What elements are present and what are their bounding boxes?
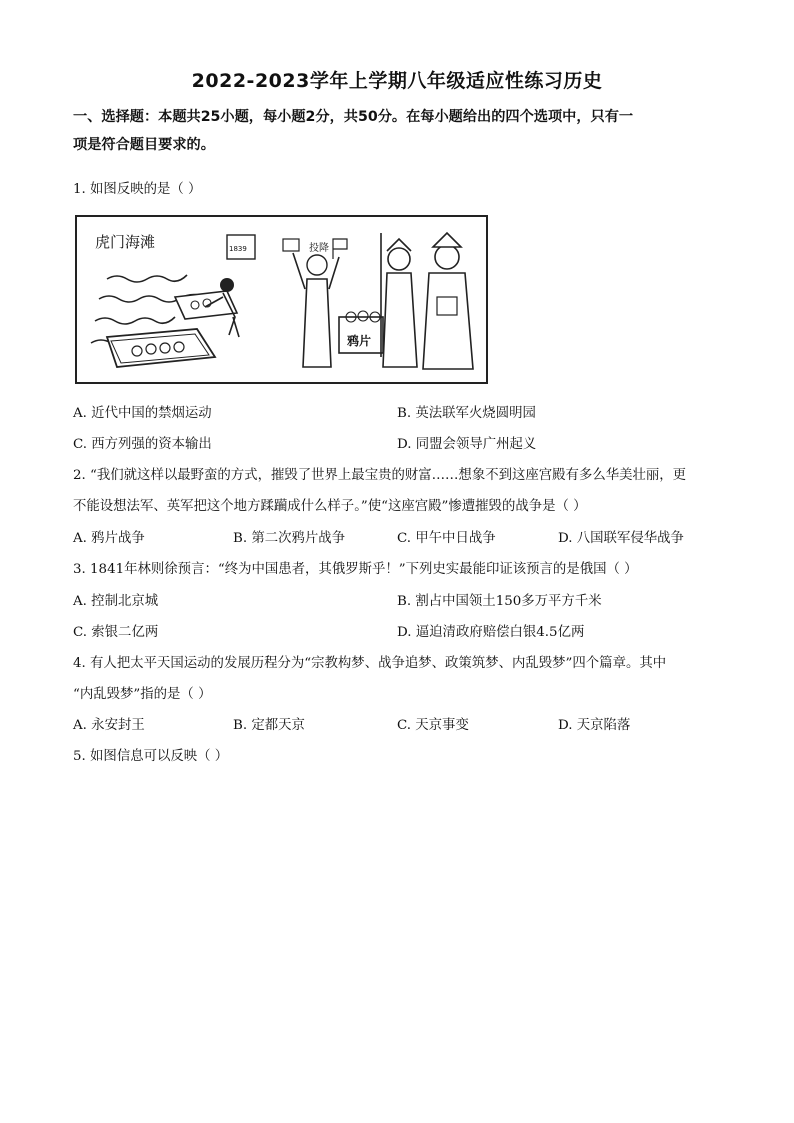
crate-label: 鸦片 [347,334,372,348]
q2-option-a[interactable]: A. 鸦片战争 [73,531,145,546]
cartoon-drawing [77,217,486,382]
page-title: 2022-2023学年上学期八年级适应性练习历史 [191,70,603,92]
section-heading-line-2: 项是符合题目要求的。 [73,137,215,153]
foreigner-body [293,253,339,367]
question-2-stem-line-2: 不能设想法军、英军把这个地方蹂躏成什么样子。”使“这座宫殿”惨遭摧毁的战争是（ ） [73,499,587,514]
curly-hair [307,255,327,275]
q4-option-a[interactable]: A. 永安封王 [73,718,145,733]
q4-option-d[interactable]: D. 天京陷落 [558,718,631,733]
official-robe [423,273,473,369]
question-1-stem: 1. 如图反映的是（ ） [73,182,202,197]
q3-option-d[interactable]: D. 逼迫清政府赔偿白银4.5亿两 [397,625,585,640]
soldier-body [383,273,417,367]
flag-icon [283,239,299,251]
q4-option-b[interactable]: B. 定都天京 [233,718,305,733]
caption-left: 虎门海滩 [95,233,156,251]
q3-option-a[interactable]: A. 控制北京城 [73,594,159,609]
wave-line [107,275,187,282]
q2-option-d[interactable]: D. 八国联军侵华战争 [558,531,684,546]
question-2-stem-line-1: 2. “我们就这样以最野蛮的方式，摧毁了世界上最宝贵的财富……想象不到这座宫殿有多么华美壮丽，更 [73,468,687,483]
pool-shape [175,291,237,319]
official-head [435,245,459,269]
official-hat [433,233,461,247]
question-3-stem: 3. 1841年林则徐预言：“终为中国患者，其俄罗斯乎！”下列史实最能印证该预言的是俄国（ ） [73,562,638,577]
q2-option-b[interactable]: B. 第二次鸦片战争 [233,531,346,546]
q4-option-c[interactable]: C. 天京事变 [397,718,469,733]
question-4-stem-line-1: 4. 有人把太平天国运动的发展历程分为“宗教构梦、战争追梦、政策筑梦、内乱毁梦”四个篇章。其中 [73,656,667,671]
section-heading [73,103,723,159]
question-5-stem: 5. 如图信息可以反映（ ） [73,749,229,764]
question-4-stem-line-2: “内乱毁梦”指的是（ ） [73,687,212,702]
soldier-hat [387,239,411,251]
q1-option-c[interactable]: C. 西方列强的资本输出 [73,437,212,452]
section-heading-line-1: 一、选择题：本题共25小题，每小题2分，共50分。在每小题给出的四个选项中，只有一 [73,109,634,125]
flag-icon [333,239,347,259]
calendar-year: 1839 [229,245,247,253]
soldier-head [388,248,410,270]
wave-line [95,317,175,324]
q1-option-d[interactable]: D. 同盟会领导广州起义 [397,437,537,452]
sign-text: 投降 [309,243,329,254]
q1-option-b[interactable]: B. 英法联军火烧圆明园 [397,406,536,421]
q3-option-c[interactable]: C. 索银二亿两 [73,625,159,640]
pool-shape [107,329,215,367]
official-badge [437,297,457,315]
q1-option-a[interactable]: A. 近代中国的禁烟运动 [73,406,212,421]
question-1-illustration [75,215,488,384]
q2-option-c[interactable]: C. 甲午中日战争 [397,531,496,546]
worker-head [220,278,234,292]
q3-option-b[interactable]: B. 割占中国领土150多万平方千米 [397,594,602,609]
